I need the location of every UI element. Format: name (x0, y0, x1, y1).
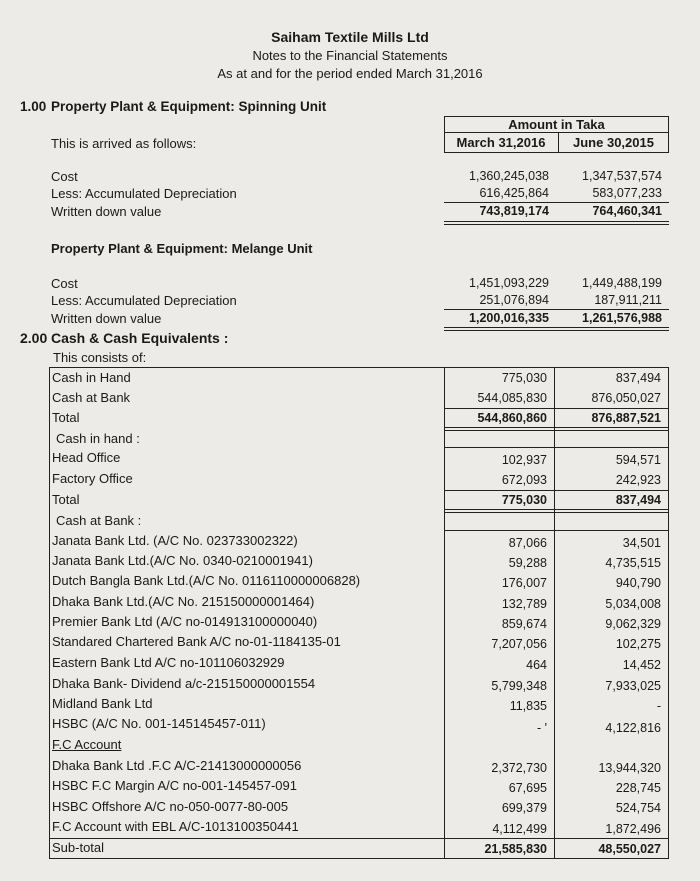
melange-value: 1,449,488,199 (582, 276, 662, 290)
summary-value: 876,050,027 (591, 391, 661, 405)
summary-label: Cash at Bank (52, 390, 131, 405)
bank-value: 102,275 (615, 637, 661, 651)
spinning-value: 583,077,233 (592, 186, 662, 200)
note-2-number: 2.00 (20, 330, 48, 346)
note-1-number: 1.00 (20, 99, 47, 114)
bank-label: Dutch Bangla Bank Ltd.(A/C No. 0116110000006828) (52, 573, 361, 588)
bank-value: 34,501 (622, 536, 661, 550)
note-1-intro: This is arrived as follows: (51, 136, 197, 151)
bank-label: HSBC (A/C No. 001-145145457-011) (52, 716, 266, 731)
cash-in-hand-title: Cash in hand : (56, 431, 140, 446)
bank-value: 87,066 (508, 536, 547, 550)
spinning-wdv: 743,819,174 (479, 204, 549, 218)
fc-value: 2,372,730 (491, 761, 547, 775)
fc-value: 13,944,320 (598, 761, 661, 775)
bank-value: 132,789 (501, 597, 547, 611)
note-2-title: Cash & Cash Equivalents : (51, 330, 229, 346)
company-name: Saiham Textile Mills Ltd (271, 29, 429, 45)
amount-header: Amount in Taka (508, 117, 605, 132)
spinning-label: Cost (51, 169, 78, 184)
spinning-value: 1,360,245,038 (469, 169, 549, 183)
melange-wdv: 1,261,576,988 (582, 311, 662, 325)
spinning-label: Written down value (51, 204, 162, 219)
fc-value: 67,695 (508, 781, 547, 795)
note-1-title: Property Plant & Equipment: Spinning Unit (51, 99, 327, 114)
fc-account-title: F.C Account (52, 737, 122, 752)
fc-value: 228,745 (615, 781, 661, 795)
bank-value: - (656, 699, 661, 713)
summary-total: 544,860,860 (477, 411, 547, 425)
bank-label: Premier Bank Ltd (A/C no-014913100000040) (52, 614, 318, 629)
cash-in-hand-label: Factory Office (52, 471, 133, 486)
cash-in-hand-value: 672,093 (501, 473, 547, 487)
cash-in-hand-value: 594,571 (615, 453, 661, 467)
bank-value: 5,034,008 (605, 597, 661, 611)
fc-label: Dhaka Bank Ltd .F.C A/C-21413000000056 (52, 758, 302, 773)
bank-value: 14,452 (622, 658, 661, 672)
subtotal-value: 48,550,027 (598, 842, 661, 856)
summary-label: Total (52, 410, 80, 425)
fc-label: HSBC F.C Margin A/C no-001-145457-091 (52, 778, 297, 793)
spinning-wdv: 764,460,341 (592, 204, 662, 218)
fc-label: HSBC Offshore A/C no-050-0077-80-005 (52, 799, 289, 814)
bank-label: Dhaka Bank- Dividend a/c-215150000001554 (52, 676, 316, 691)
bank-label: Janata Bank Ltd. (A/C No. 023733002322) (52, 533, 298, 548)
bank-value: 5,799,348 (491, 679, 547, 693)
bank-value: 59,288 (508, 556, 547, 570)
summary-total: 876,887,521 (591, 411, 661, 425)
bank-label: Midland Bank Ltd (52, 696, 153, 711)
melange-title: Property Plant & Equipment: Melange Unit (51, 241, 313, 256)
document-subtitle: Notes to the Financial Statements (252, 48, 448, 63)
period-line: As at and for the period ended March 31,2016 (217, 66, 483, 81)
cash-in-hand-value: 242,923 (615, 473, 661, 487)
fc-label: F.C Account with EBL A/C-1013100350441 (52, 819, 299, 834)
spinning-value: 1,347,537,574 (582, 169, 662, 183)
bank-label: Eastern Bank Ltd A/C no-101106032929 (52, 655, 285, 670)
fc-value: 699,379 (501, 801, 547, 815)
summary-label: Cash in Hand (52, 370, 131, 385)
summary-value: 775,030 (501, 371, 547, 385)
spinning-value: 616,425,864 (479, 186, 549, 200)
cash-in-hand-label: Head Office (52, 450, 121, 465)
bank-value: 4,735,515 (605, 556, 661, 570)
melange-value: 1,451,093,229 (469, 276, 549, 290)
melange-label: Written down value (51, 311, 162, 326)
fc-value: 1,872,496 (605, 822, 661, 836)
subtotal-value: 21,585,830 (484, 842, 547, 856)
bank-value: 464 (526, 658, 547, 672)
melange-value: 251,076,894 (479, 293, 549, 307)
bank-label: Standared Chartered Bank A/C no-01-1184135-01 (52, 634, 341, 649)
bank-value: 11,835 (509, 699, 547, 713)
melange-value: 187,911,211 (594, 293, 662, 307)
bank-value: 7,207,056 (491, 637, 547, 651)
summary-value: 544,085,830 (477, 391, 547, 405)
summary-value: 837,494 (615, 371, 661, 385)
cash-at-bank-title: Cash at Bank : (56, 513, 142, 528)
melange-label: Cost (51, 276, 78, 291)
bank-label: Dhaka Bank Ltd.(A/C No. 215150000001464) (52, 594, 315, 609)
column-header-june-2015: June 30,2015 (573, 135, 654, 150)
cash-in-hand-total: 775,030 (501, 493, 547, 507)
melange-label: Less: Accumulated Depreciation (51, 293, 237, 308)
bank-value: 9,062,329 (605, 617, 661, 631)
melange-wdv: 1,200,016,335 (469, 311, 549, 325)
fc-value: 4,112,499 (492, 822, 547, 836)
spinning-label: Less: Accumulated Depreciation (51, 186, 237, 201)
bank-value: 176,007 (501, 576, 547, 590)
fc-value: 524,754 (615, 801, 661, 815)
bank-value: - ' (536, 721, 547, 735)
cash-in-hand-total: 837,494 (615, 493, 661, 507)
bank-value: 859,674 (501, 617, 547, 631)
cash-in-hand-label: Total (52, 492, 80, 507)
cash-in-hand-value: 102,937 (501, 453, 547, 467)
bank-value: 7,933,025 (605, 679, 661, 693)
note-2-intro: This consists of: (53, 350, 147, 365)
column-header-march-2016: March 31,2016 (456, 135, 546, 150)
bank-value: 940,790 (615, 576, 661, 590)
subtotal-label: Sub-total (52, 840, 105, 855)
bank-value: 4,122,816 (605, 721, 661, 735)
bank-label: Janata Bank Ltd.(A/C No. 0340-0210001941) (52, 553, 313, 568)
